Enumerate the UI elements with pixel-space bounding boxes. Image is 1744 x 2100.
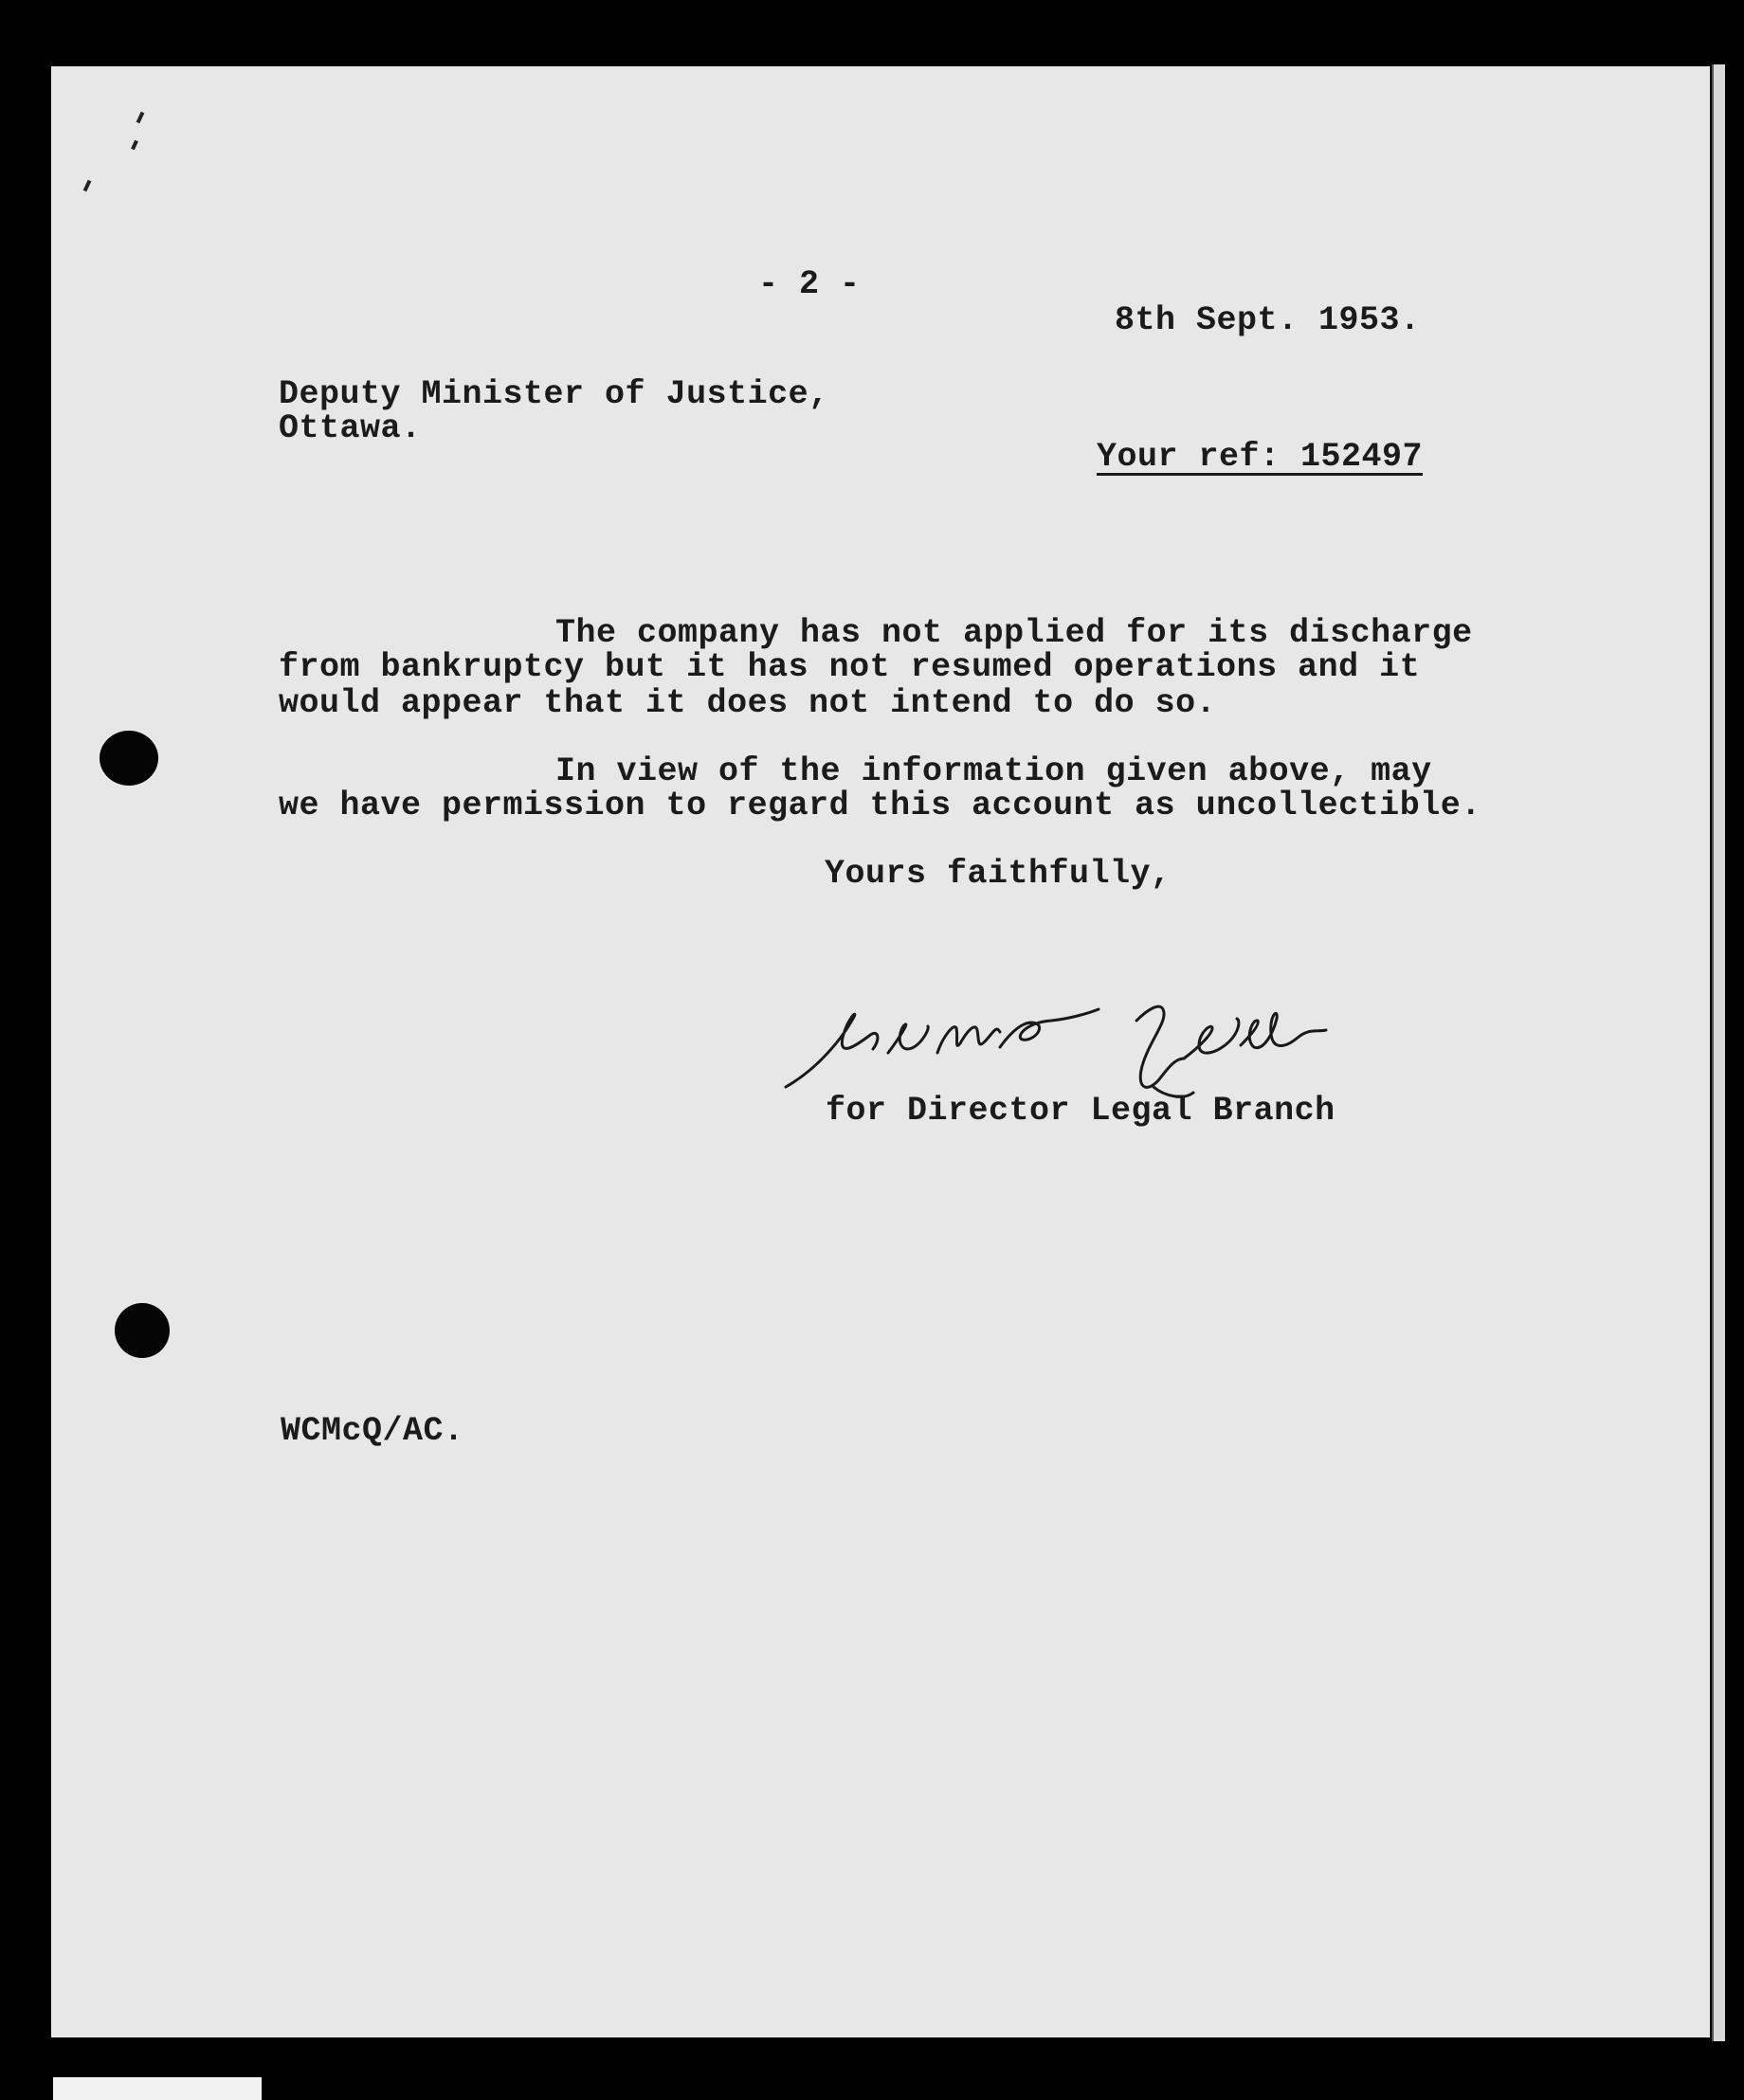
body-paragraph-1-line-1: The company has not applied for its discharge — [555, 614, 1473, 652]
body-paragraph-2-line-2: we have permission to regard this account as uncollectible. — [279, 787, 1481, 824]
scan-label-tab — [53, 2077, 262, 2100]
signature-title: for Director Legal Branch — [826, 1092, 1335, 1130]
body-paragraph-2-line-1: In view of the information given above, may — [555, 752, 1432, 790]
stray-mark — [83, 180, 92, 192]
page-number: - 2 - — [758, 265, 861, 303]
stray-mark — [136, 112, 145, 124]
recipient-name: Deputy Minister of Justice, — [279, 375, 829, 413]
paper-edge — [1712, 64, 1725, 2041]
body-paragraph-1-line-3: would appear that it does not intend to do so. — [279, 684, 1217, 722]
stray-mark — [131, 140, 138, 151]
letter-date: 8th Sept. 1953. — [1115, 301, 1421, 339]
letter-page — [51, 66, 1710, 2037]
typist-initials: WCMcQ/AC. — [281, 1412, 464, 1450]
punch-hole-lower — [115, 1303, 170, 1358]
reference-number: Your ref: 152497 — [1097, 438, 1424, 476]
closing-salutation: Yours faithfully, — [825, 855, 1172, 893]
body-paragraph-1-line-2: from bankruptcy but it has not resumed operations and it — [279, 648, 1421, 686]
punch-hole-upper — [100, 731, 158, 786]
recipient-city: Ottawa. — [279, 409, 422, 447]
